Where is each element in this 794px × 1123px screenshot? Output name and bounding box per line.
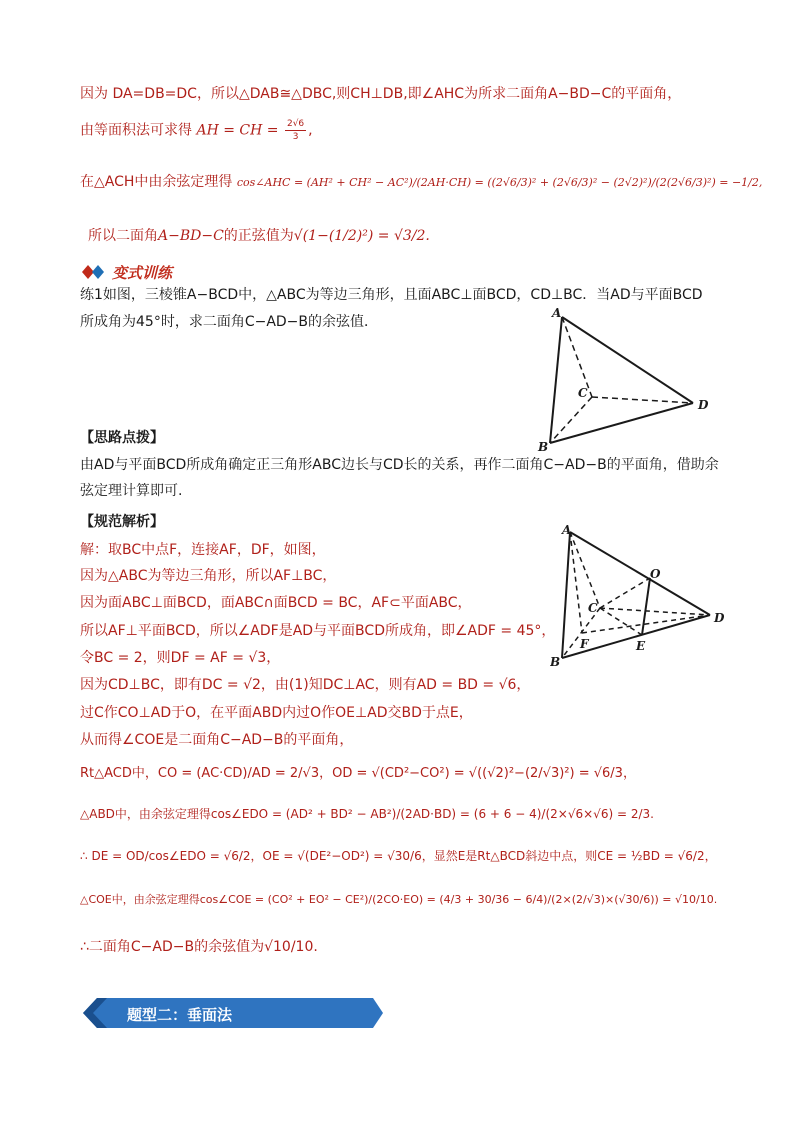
solution-line-7: 过C作CO⊥AD于O，在平面ABD内过O作OE⊥AD交BD于点E，	[80, 705, 473, 721]
text-line-4: 所以二面角A−BD−C的正弦值为√(1−(1/2)²) = √3/2.	[88, 228, 430, 244]
text-line-3: 在△ACH中由余弦定理得 cos∠AHC = (AH² + CH² − AC²)/(2AH·CH) = ((2√6/3)² + (2√6/3)² − (2√2)²)/(2(2√6/3)²) = −1/2,	[80, 174, 763, 190]
hint-line-2: 弦定理计算即可.	[80, 483, 183, 499]
label-c: C	[588, 601, 598, 615]
edge-cd	[600, 608, 710, 615]
edge-cd	[592, 397, 693, 403]
solution-line-1: 解：取BC中点F，连接AF，DF，如图，	[80, 542, 326, 558]
solution-line-3: 因为面ABC⊥面BCD，面ABC∩面BCD = BC，AF⊂平面ABC，	[80, 595, 472, 611]
hint-heading: 【思路点拨】	[80, 430, 164, 446]
edge-oe	[642, 578, 650, 635]
section-header	[82, 262, 172, 282]
label-d: D	[714, 611, 725, 625]
section-title: 变式训练	[112, 263, 173, 282]
edge-ab	[562, 532, 570, 658]
edge-bd	[550, 403, 693, 443]
solution-line-11: ∴ DE = OD/cos∠EDO = √6/2，OE = √(DE²−OD²) = √30/6，显然E是Rt△BCD斜边中点，则CE = ½BD = √6/2，	[80, 849, 717, 863]
topic-banner	[83, 998, 383, 1028]
edge-co	[600, 578, 650, 608]
solution-heading: 【规范解析】	[80, 514, 164, 530]
label-c: C	[578, 386, 588, 400]
text-line-1: 因为 DA=DB=DC，所以△DAB≅△DBC,则CH⊥DB,即∠AHC为所求二面角A−BD−C的平面角，	[80, 86, 682, 102]
edge-af	[570, 532, 582, 633]
banner-title: 题型二：垂面法	[127, 1006, 233, 1024]
label-f: F	[580, 637, 589, 651]
tetrahedron-figure-2	[550, 520, 730, 670]
label-b: B	[550, 655, 561, 669]
exercise-line-1: 练1如图，三棱锥A−BCD中，△ABC为等边三角形，且面ABC⊥面BCD，CD⊥BC．当AD与平面BCD	[80, 287, 703, 303]
solution-line-10: △ABD中，由余弦定理得cos∠EDO = (AD² + BD² − AB²)/(2AD·BD) = (6 + 6 − 4)/(2×√6×√6) = 2/3.	[80, 807, 654, 821]
diamond-icon	[82, 264, 112, 280]
fraction: $\frac{2√6}{3}$	[286, 119, 305, 142]
solution-line-12: △COE中，由余弦定理得cos∠COE = (CO² + EO² − CE²)/(2CO·EO) = (4/3 + 30/36 − 6/4)/(2×(2/√3)×(√30/6)) = √10/10.	[80, 893, 718, 906]
exercise-line-2: 所成角为45°时，求二面角C−AD−B的余弦值．	[80, 314, 379, 330]
solution-line-2: 因为△ABC为等边三角形，所以AF⊥BC，	[80, 568, 337, 584]
label-b: B	[538, 440, 549, 454]
label-e: E	[636, 639, 646, 653]
solution-line-9: Rt△ACD中，CO = (AC·CD)/AD = 2/√3，OD = √(CD²−CO²) = √((√2)²−(2/√3)²) = √6/3，	[80, 766, 636, 781]
edge-ab	[550, 317, 562, 443]
label-a: A	[562, 523, 572, 537]
solution-line-13: ∴二面角C−AD−B的余弦值为√10/10.	[80, 939, 318, 955]
edge-ac	[562, 317, 592, 397]
label-d: D	[698, 398, 709, 412]
solution-line-4: 所以AF⊥平面BCD，所以∠ADF是AD与平面BCD所成角，即∠ADF = 45°，	[80, 623, 556, 639]
solution-line-5: 令BC = 2，则DF = AF = √3，	[80, 650, 281, 666]
tetrahedron-figure-1	[530, 305, 720, 455]
solution-line-6: 因为CD⊥BC，即有DC = √2，由(1)知DC⊥AC，则有AD = BD = √6，	[80, 677, 531, 693]
label-o: O	[650, 567, 661, 581]
label-a: A	[552, 306, 562, 320]
edge-df	[582, 615, 710, 633]
hint-line-1: 由AD与平面BCD所成角确定正三角形ABC边长与CD长的关系，再作二面角C−AD−B的平面角，借助余	[80, 457, 719, 473]
edge-ce	[600, 608, 642, 635]
text-line-2: 由等面积法可求得 AH = CH = $\frac{2√6}{3}$ ,	[80, 119, 313, 142]
solution-line-8: 从而得∠COE是二面角C−AD−B的平面角，	[80, 732, 354, 748]
